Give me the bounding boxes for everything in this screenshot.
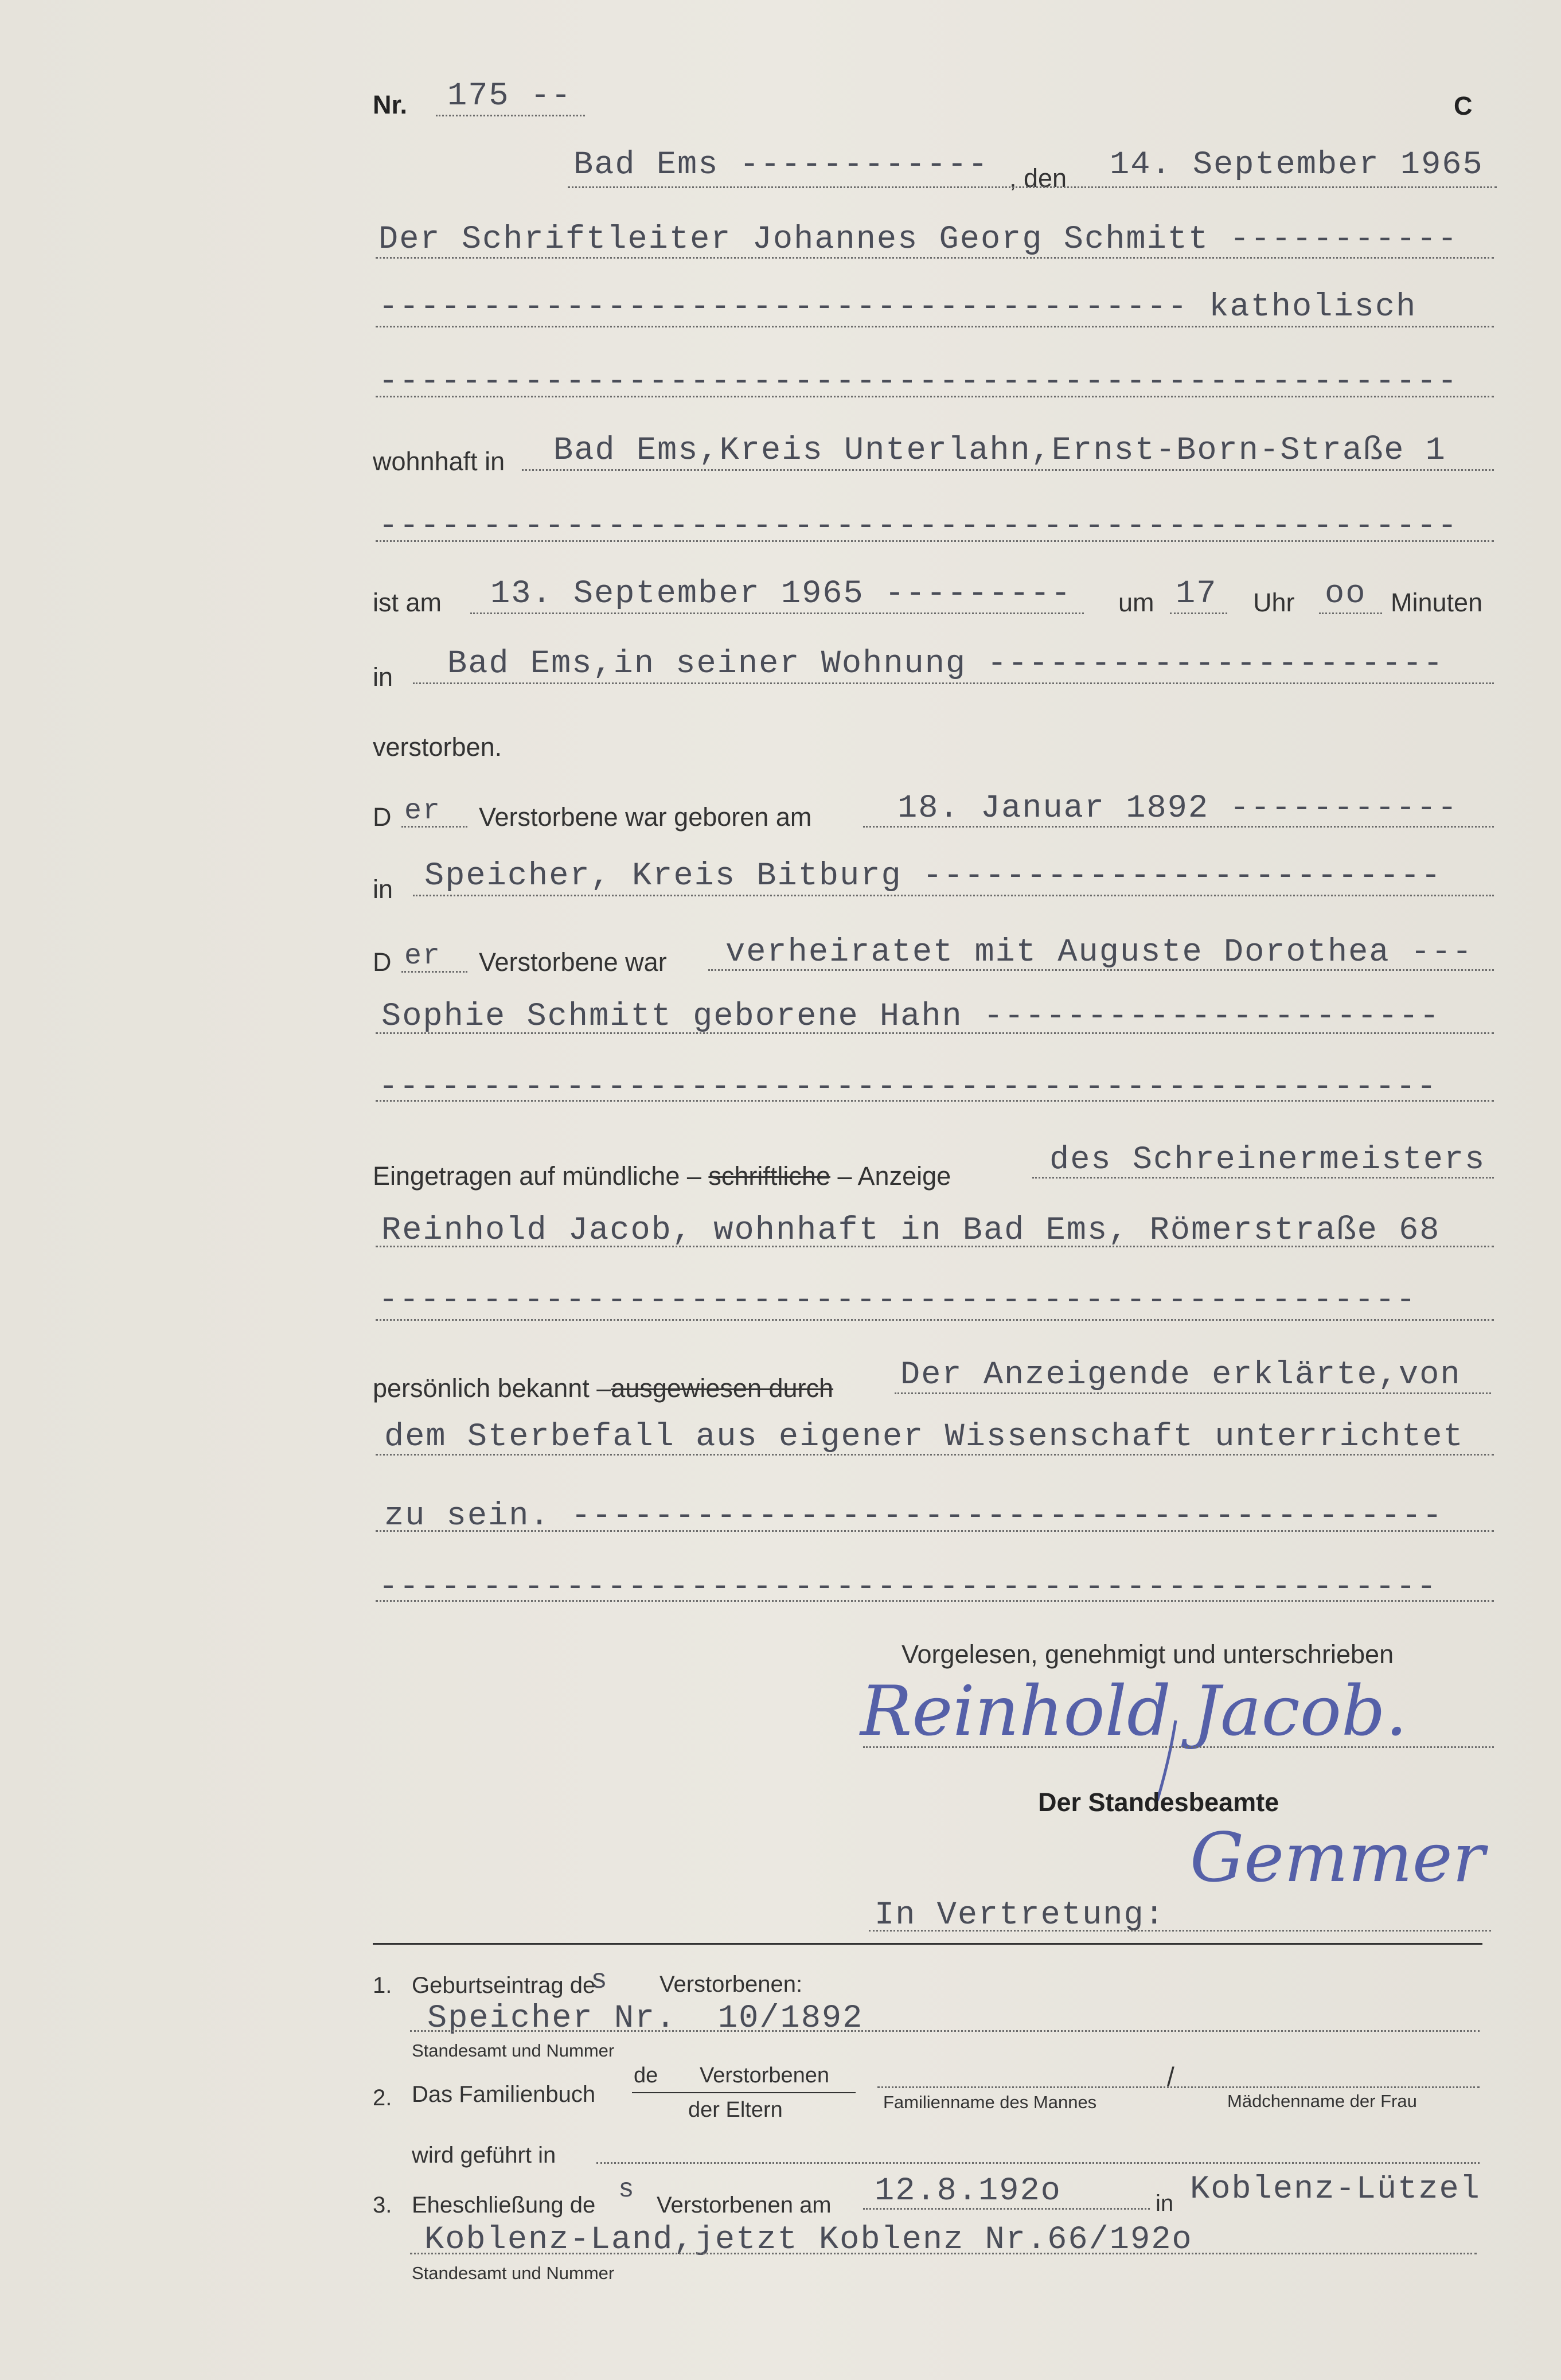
marriage-er: er [404,940,442,973]
note-1-label: Geburtseintrag de [412,1973,596,1998]
verstorben-label: verstorben. [373,732,502,762]
rule [413,682,1494,684]
note-3-sub: Standesamt und Nummer [412,2263,615,2283]
read-approved-label: Vorgelesen, genehmigt und unterschrieben [902,1640,1394,1669]
marriage-line-1: verheiratet mit Auguste Dorothea --- [725,934,1473,971]
residence-line-2: ---------------------------------------------------- [378,508,1458,545]
report-line-2: Reinhold Jacob, wohnhaft in Bad Ems, Römerstraße 68 [381,1212,1441,1249]
rule [376,1530,1494,1532]
note-3-in: in [1156,2191,1174,2216]
rule [376,396,1494,397]
note-2-bottom: der Eltern [688,2098,783,2122]
identity-line-2: dem Sterbefall aus eigener Wissenschaft unterrichtet [384,1419,1464,1456]
date: 14. September 1965 [1110,147,1484,184]
uhr-label: Uhr [1253,588,1295,617]
rule [863,1746,1494,1748]
rule [376,1246,1494,1247]
birth-er: er [404,795,442,828]
death-place: Bad Ems,in seiner Wohnung ---------------------- [447,646,1444,682]
nr-value: 175 -- [447,78,572,115]
rule [1170,612,1227,614]
birth-place: Speicher, Kreis Bitburg ------------------------- [424,858,1442,895]
marriage-label: Verstorbene war [479,947,667,977]
rule [401,826,467,828]
rule [376,1319,1494,1321]
nr-label: Nr. [373,90,408,119]
informant-signature: Reinhold Jacob. [860,1672,1407,1751]
report-label-post: – Anzeige [830,1161,951,1191]
nr-underline [436,115,585,116]
note-2-top: Verstorbenen [700,2063,830,2088]
report-line-3: -------------------------------------------------- [378,1282,1417,1319]
marriage-d: D [373,947,392,977]
rule [895,1392,1491,1394]
rule [708,969,1494,971]
death-date: 13. September 1965 --------- [490,576,1072,612]
note-2-husband: Familienname des Mannes [883,2092,1097,2112]
note-3-number: 3. [373,2192,392,2218]
registrar-signature: Gemmer [1190,1818,1485,1897]
birth-date: 18. Januar 1892 ----------- [897,790,1458,827]
identity-line-4: --------------------------------------------------- [378,1569,1438,1606]
report-label-struck: schriftliche [708,1161,830,1191]
note-2-de: de [634,2063,658,2088]
rule [401,971,467,973]
note-3-label-2: Verstorbenen am [657,2192,832,2218]
birth-label: Verstorbene war geboren am [479,802,812,832]
note-1-value: Speicher Nr. 10/1892 [427,2000,864,2037]
marriage-line-3: --------------------------------------------------- [378,1069,1438,1106]
den-label: , den [1009,163,1067,193]
note-2-kept: wird geführt in [412,2143,556,2168]
deputy-label: In Vertretung: [875,1897,1165,1934]
rule [376,540,1494,542]
fraction-line [632,2092,856,2093]
note-2-wife: Mädchenname der Frau [1227,2091,1417,2111]
note-1-label-2: Verstorbenen: [659,1972,803,1997]
note-1-sub: Standesamt und Nummer [412,2040,615,2061]
identity-label-struck: ausgewiesen durch [611,1374,834,1403]
deceased-line-2: --------------------------------------- katholisch [378,289,1417,326]
report-label [373,1163,951,1189]
note-1-number: 1. [373,1973,392,1998]
rule [522,469,1494,471]
marriage-line-2: Sophie Schmitt geborene Hahn ---------------------- [381,998,1441,1035]
rule [877,2086,1480,2088]
rule [863,826,1494,828]
identity-line-1: Der Anzeigende erklärte,von [900,1357,1461,1394]
note-3-value: Koblenz-Land,jetzt Koblenz Nr.66/192o [424,2222,1193,2258]
rule [863,2208,1150,2210]
form-letter: C [1454,91,1473,120]
registrar-label: Der Standesbeamte [1038,1788,1279,1817]
rule [596,2162,1480,2164]
rule [410,2253,1477,2254]
report-label-pre: Eingetragen auf mündliche – [373,1161,709,1191]
rule [376,1600,1494,1602]
death-hour: 17 [1176,576,1217,612]
identity-line-3: zu sein. ------------------------------------------ [384,1498,1443,1535]
identity-label-text: persönlich bekannt – [373,1374,611,1403]
rule [869,1930,1491,1932]
birth-in-label: in [373,875,393,904]
minuten-label: Minuten [1391,588,1483,617]
rule [376,326,1494,327]
note-2-number: 2. [373,2085,392,2110]
rule [470,612,1084,614]
date-underline [568,186,1497,188]
birth-d: D [373,802,392,832]
rule [410,2030,1480,2032]
identity-label [373,1375,833,1401]
note-3-date: 12.8.192o [875,2173,1062,2210]
note-2-slash: / [1167,2062,1174,2092]
um-label: um [1118,588,1154,617]
rule [413,895,1494,896]
death-label: ist am [373,588,442,617]
death-minutes: oo [1325,576,1367,612]
report-line-1: des Schreinermeisters [1049,1142,1486,1179]
rule [376,1032,1494,1034]
section-divider [373,1943,1482,1945]
rule [376,1100,1494,1102]
death-in-label: in [373,662,393,692]
note-1-s: s [591,1965,608,1996]
note-3-s: s [618,2175,635,2205]
place: Bad Ems ------------ [573,147,989,184]
residence-label: wohnhaft in [373,447,505,476]
rule [1032,1177,1494,1179]
rule [376,257,1494,259]
rule [1319,612,1382,614]
note-3-label: Eheschließung de [412,2192,596,2218]
rule [376,1454,1494,1456]
note-2-label: Das Familienbuch [412,2082,596,2107]
deceased-line-1: Der Schriftleiter Johannes Georg Schmitt ----------- [378,221,1458,258]
residence-value: Bad Ems,Kreis Unterlahn,Ernst-Born-Straße 1 [553,432,1446,469]
note-3-place: Koblenz-Lützel [1190,2171,1481,2208]
deceased-line-3: ---------------------------------------------------- [378,364,1458,400]
